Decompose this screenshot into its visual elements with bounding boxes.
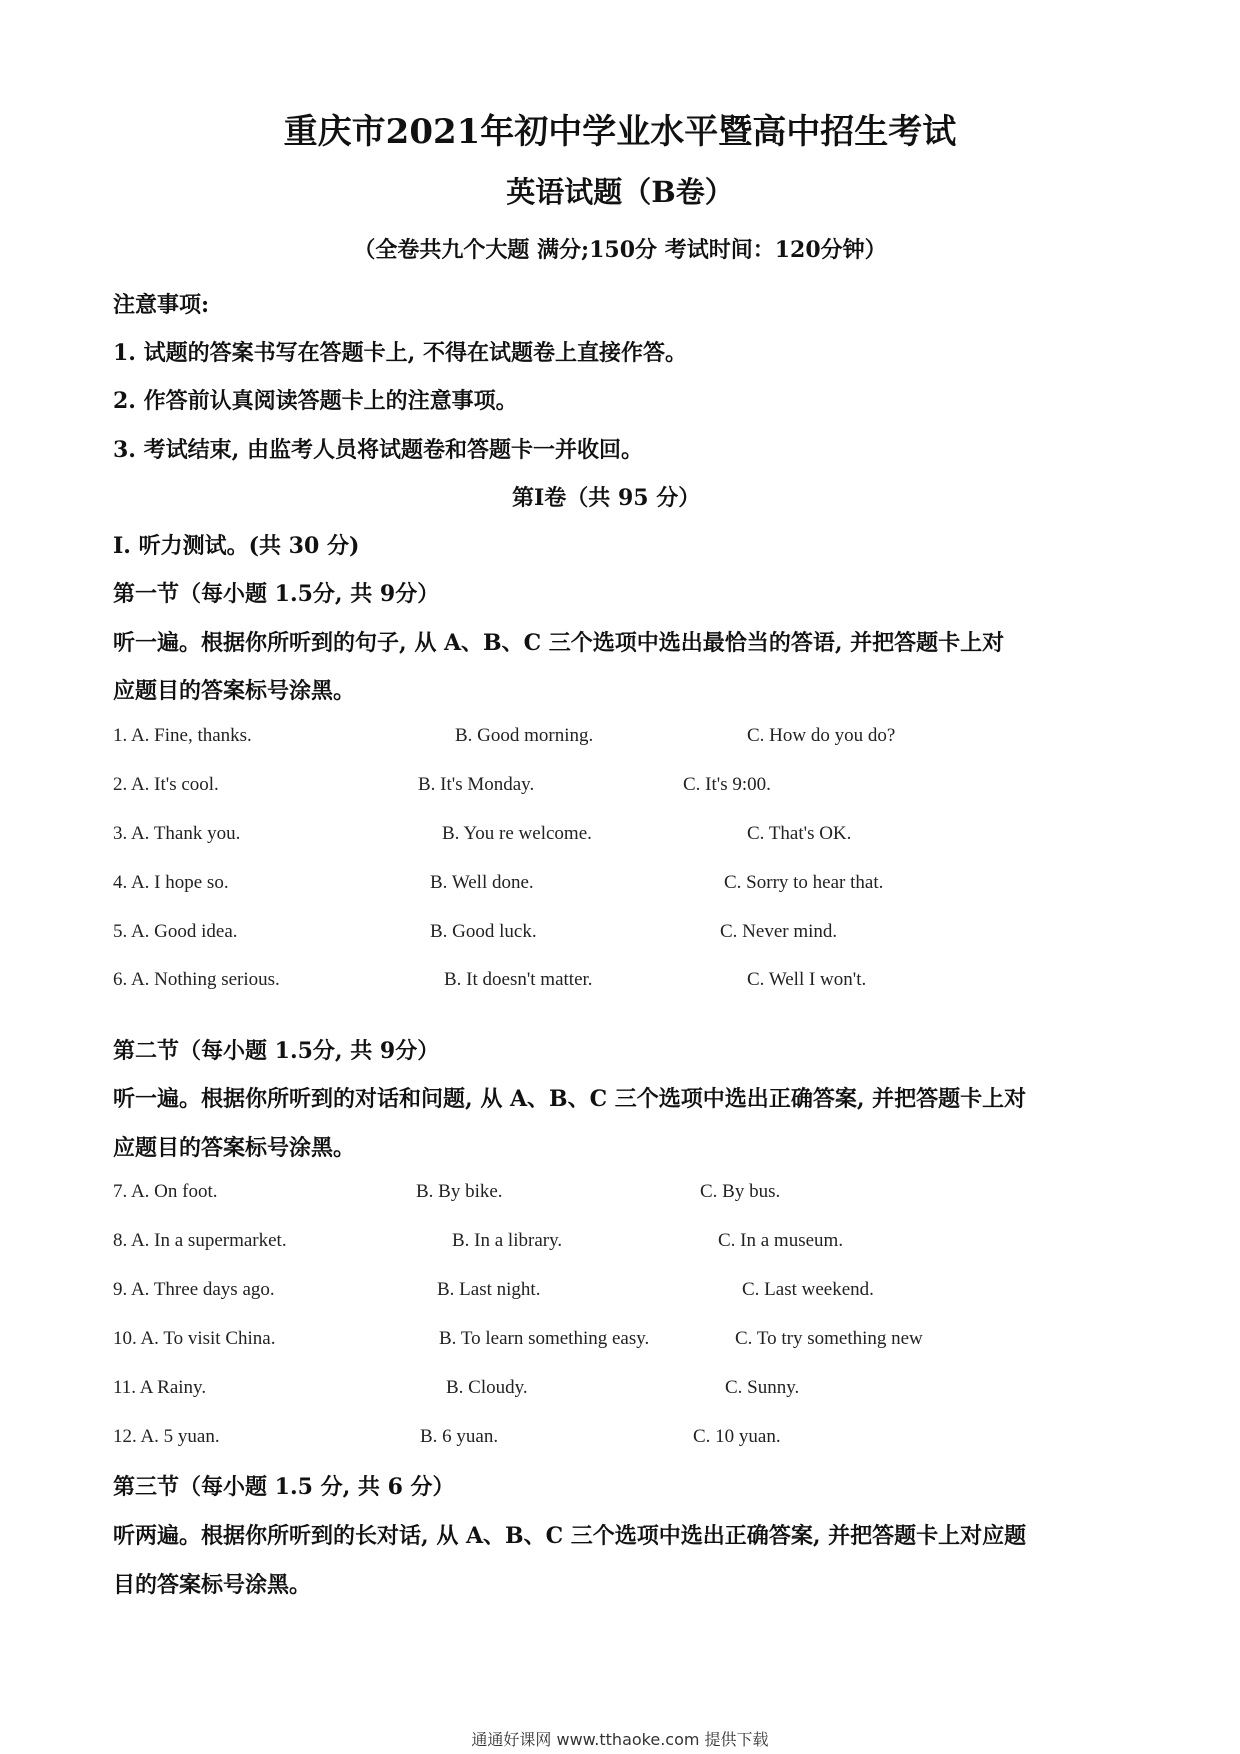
notice-item: 2. 作答前认真阅读答题卡上的注意事项。 (113, 388, 518, 414)
q7-option-c: C. By bus. (700, 1181, 781, 1202)
q5-option-c: C. Never mind. (720, 921, 838, 942)
q12-option-c: C. 10 yuan. (693, 1426, 781, 1447)
q3-option-c: C. That's OK. (747, 823, 852, 844)
q3-option-b: B. You re welcome. (442, 823, 592, 844)
notice-item: 3. 考试结束, 由监考人员将试题卷和答题卡一并收回。 (113, 437, 643, 463)
q4-option-a: 4. A. I hope so. (113, 872, 229, 893)
volume-heading: 第Ⅰ卷（共 95 分） (512, 485, 701, 511)
q10-option-c: C. To try something new (735, 1328, 923, 1349)
q1-option-b: B. Good morning. (455, 725, 594, 746)
q5-option-b: B. Good luck. (430, 921, 537, 942)
q11-option-b: B. Cloudy. (446, 1377, 528, 1398)
q9-option-a: 9. A. Three days ago. (113, 1279, 275, 1300)
q11-option-c: C. Sunny. (725, 1377, 800, 1398)
q8-option-c: C. In a museum. (718, 1230, 844, 1251)
section1-heading: 第一节（每小题 1.5分, 共 9分） (113, 581, 440, 607)
notice-item: 1. 试题的答案书写在答题卡上, 不得在试题卷上直接作答。 (113, 340, 687, 366)
q9-option-c: C. Last weekend. (742, 1279, 874, 1300)
q6-option-b: B. It doesn't matter. (444, 969, 593, 990)
page-footer: 通通好课网 www.tthaoke.com 提供下载 (471, 1730, 769, 1749)
section1-instruction: 应题目的答案标号涂黑。 (113, 678, 356, 704)
q12-option-a: 12. A. 5 yuan. (113, 1426, 220, 1447)
q2-option-b: B. It's Monday. (418, 774, 535, 795)
q3-option-a: 3. A. Thank you. (113, 823, 241, 844)
q7-option-a: 7. A. On foot. (113, 1181, 218, 1202)
q8-option-a: 8. A. In a supermarket. (113, 1230, 287, 1251)
q4-option-b: B. Well done. (430, 872, 534, 893)
q2-option-a: 2. A. It's cool. (113, 774, 219, 795)
part1-heading: I. 听力测试。(共 30 分) (113, 533, 360, 559)
q2-option-c: C. It's 9:00. (683, 774, 771, 795)
section2-instruction: 听一遍。根据你所听到的对话和问题, 从 A、B、C 三个选项中选出正确答案, 并把答题卡上对 (113, 1086, 1027, 1112)
q10-option-b: B. To learn something easy. (439, 1328, 650, 1349)
q4-option-c: C. Sorry to hear that. (724, 872, 884, 893)
q12-option-b: B. 6 yuan. (420, 1426, 499, 1447)
exam-info: （全卷共九个大题 满分;150分 考试时间：120分钟） (353, 237, 887, 263)
section2-heading: 第二节（每小题 1.5分, 共 9分） (113, 1038, 440, 1064)
section1-instruction: 听一遍。根据你所听到的句子, 从 A、B、C 三个选项中选出最恰当的答语, 并把答题卡上对 (113, 630, 1005, 656)
q1-option-a: 1. A. Fine, thanks. (113, 725, 252, 746)
q10-option-a: 10. A. To visit China. (113, 1328, 276, 1349)
q11-option-a: 11. A Rainy. (113, 1377, 207, 1398)
section3-instruction: 目的答案标号涂黑。 (113, 1572, 312, 1598)
section3-instruction: 听两遍。根据你所听到的长对话, 从 A、B、C 三个选项中选出正确答案, 并把答题卡上对应题 (113, 1523, 1027, 1549)
exam-subtitle: 英语试题（B卷） (506, 175, 734, 209)
notice-heading: 注意事项: (113, 292, 210, 318)
q9-option-b: B. Last night. (437, 1279, 541, 1300)
q1-option-c: C. How do you do? (747, 725, 896, 746)
q5-option-a: 5. A. Good idea. (113, 921, 238, 942)
q7-option-b: B. By bike. (416, 1181, 503, 1202)
section3-heading: 第三节（每小题 1.5 分, 共 6 分） (113, 1474, 455, 1500)
exam-title: 重庆市2021年初中学业水平暨高中招生考试 (283, 112, 957, 152)
q6-option-c: C. Well I won't. (747, 969, 867, 990)
section2-instruction: 应题目的答案标号涂黑。 (113, 1135, 356, 1161)
q8-option-b: B. In a library. (452, 1230, 563, 1251)
q6-option-a: 6. A. Nothing serious. (113, 969, 280, 990)
